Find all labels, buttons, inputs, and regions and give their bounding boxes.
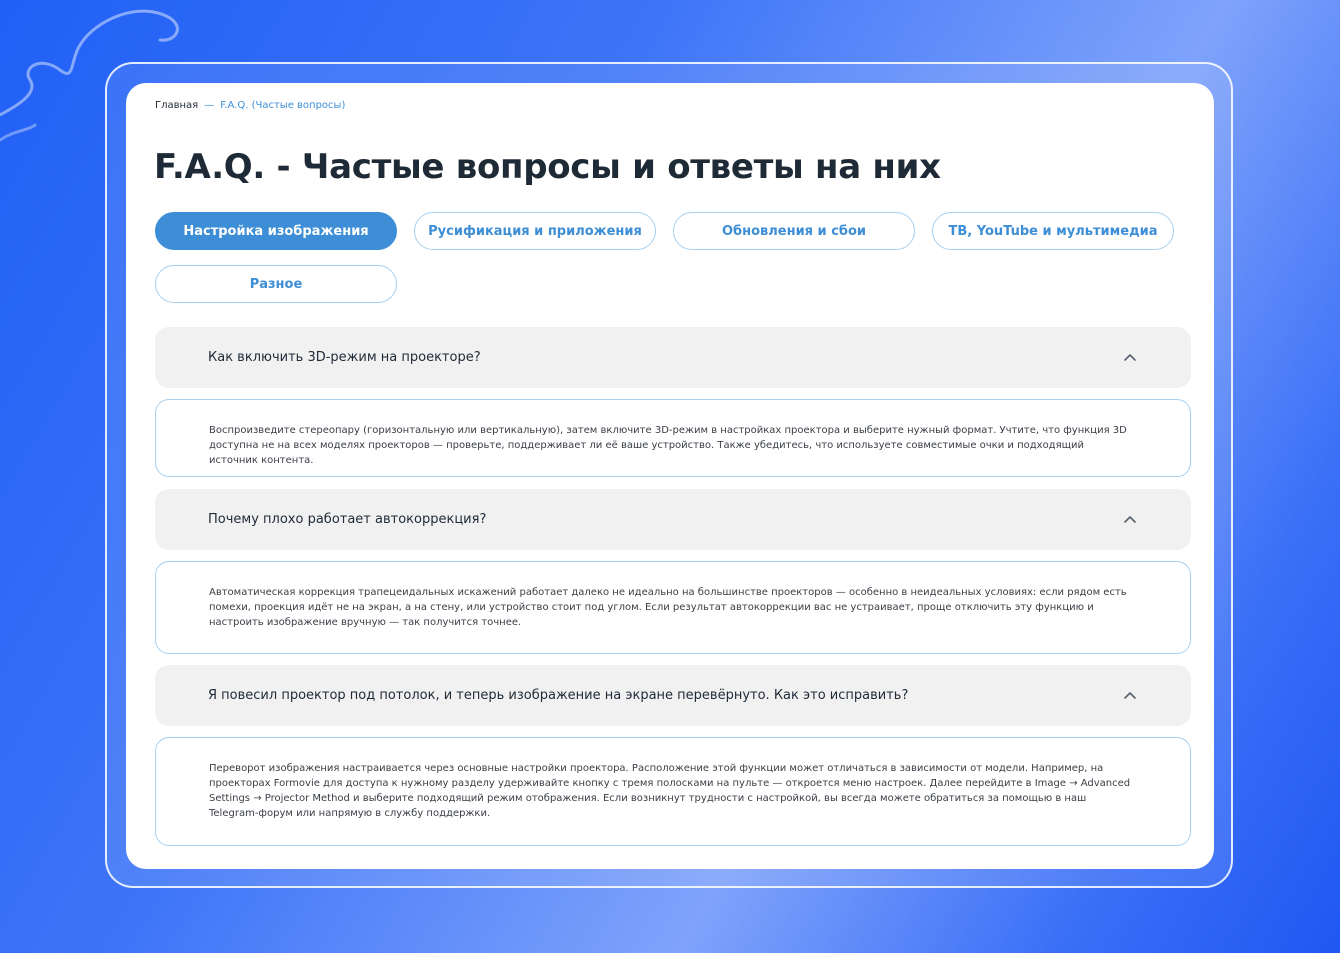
chevron-up-icon[interactable] [1123,513,1137,527]
faq-answer-3 [155,737,1191,846]
faq-question-text: Почему плохо работает автокоррекция? [208,512,487,527]
breadcrumb [155,100,345,111]
chevron-up-icon[interactable] [1123,351,1137,365]
tab-label: Настройка изображения [183,223,369,239]
breadcrumb-home-link[interactable]: Главная [155,100,199,111]
tab-label: Разное [249,276,303,292]
faq-page-card [126,83,1214,869]
faq-answer-1 [155,399,1191,477]
faq-answer-text: Воспроизведите стереопару (горизонтальную или вертикальную), затем включите 3D-режим в настройках проектора и выберите нужный формат. Учтите, что функция 3D доступна не на всех моделях проекторов — проверьте, поддерживает ли её ваше устройство. Также убедитесь, что используете совместимые очки и подходящий источник контента. [209,425,1127,466]
faq-question-1[interactable] [155,327,1191,388]
tab-russification-apps[interactable] [414,212,656,250]
tab-misc[interactable] [155,265,397,303]
page-title: F.A.Q. - Частые вопросы и ответы на них [154,147,941,187]
tab-image-settings[interactable] [155,212,397,250]
breadcrumb-current: F.A.Q. (Частые вопросы) [220,100,346,111]
tab-label: ТВ, YouTube и мультимедиа [948,223,1158,239]
faq-question-text: Я повесил проектор под потолок, и теперь изображение на экране перевёрнуто. Как это исправить? [208,688,909,703]
tab-label: Русификация и приложения [428,223,642,239]
chevron-up-icon[interactable] [1123,689,1137,703]
tab-tv-youtube-multimedia[interactable] [932,212,1174,250]
faq-answer-2 [155,561,1191,654]
tab-label: Обновления и сбои [721,223,867,239]
faq-question-text: Как включить 3D-режим на проекторе? [208,350,481,365]
faq-question-2[interactable] [155,489,1191,550]
tab-updates-failures[interactable] [673,212,915,250]
faq-answer-text: Автоматическая коррекция трапецеидальных искажений работает далеко не идеально на большинстве проекторов — особенно в неидеальных условиях: если рядом есть помехи, проекция идёт не на экран, а на стену, или устройство стоит под углом. Если результат автокоррекции вас не устраивает, проще отключить эту функцию и настроить изображение вручную — так получится точнее. [209,587,1127,628]
breadcrumb-separator: — [204,100,215,111]
faq-question-3[interactable] [155,665,1191,726]
faq-answer-text: Переворот изображения настраивается через основные настройки проектора. Расположение этой функции может отличаться в зависимости от модели. Например, на проекторах Formovie для доступа к нужному разделу удерживайте кнопку с тремя полосками на пульте — откроется меню настроек. Далее перейдите в Image → Advanced Settings → Projector Method и выберите подходящий режим отображения. Если возникнут трудности с настройкой, вы всегда можете обратиться за помощью в наш Telegram-форум или напрямую в службу поддержки. [209,763,1131,819]
